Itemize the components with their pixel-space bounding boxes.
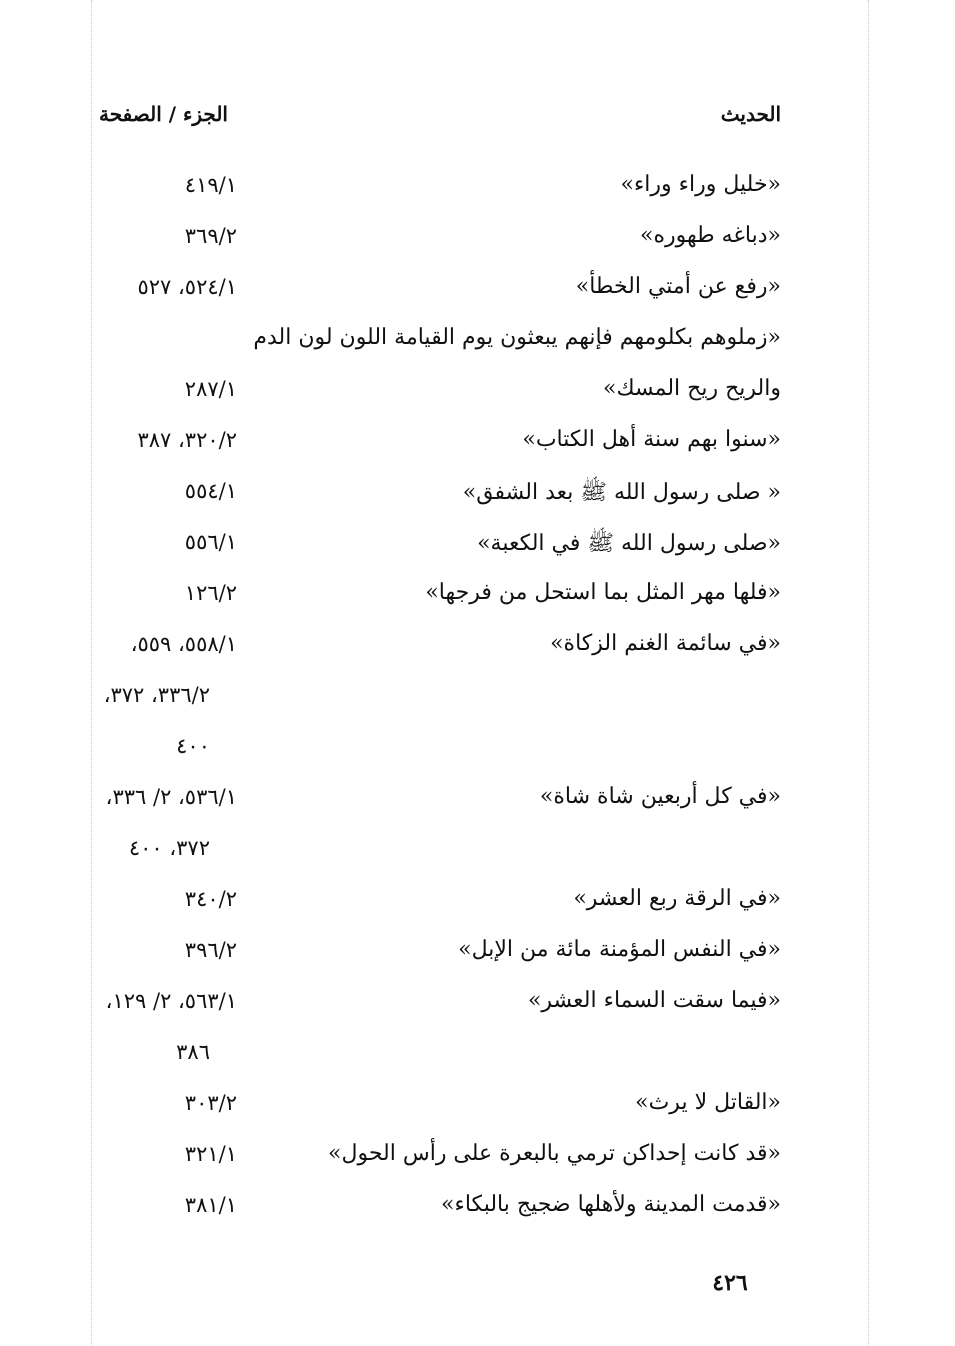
index-entry	[0, 517, 955, 568]
index-entry	[0, 160, 955, 211]
index-entry	[0, 1129, 955, 1180]
page-number: ٤٢٦	[712, 1270, 748, 1296]
index-entry	[0, 1180, 955, 1231]
hadith-text: «دباغه طهوره»	[639, 223, 781, 248]
hadith-text: «في النفس المؤمنة مائة من الإبل»	[458, 937, 781, 962]
hadith-reference: ٤٠٠	[176, 734, 210, 758]
hadith-text: «صلى رسول الله ﷺ في الكعبة»	[477, 531, 781, 556]
index-entry-continuation	[0, 721, 955, 772]
hadith-text: «رفع عن أمتي الخطأ»	[575, 274, 781, 299]
hadith-reference: ٣٨١/١	[184, 1193, 237, 1217]
hadith-text: «فلها مهر المثل بما استحل من فرجها»	[425, 580, 781, 605]
hadith-index-list	[0, 160, 955, 1231]
hadith-reference: ٣٧٢، ٤٠٠	[128, 836, 210, 860]
header-hadith-label: الحديث	[720, 102, 781, 126]
hadith-reference: ٤١٩/١	[184, 173, 237, 197]
header-volume-page-label: الجزء / الصفحة	[99, 102, 228, 126]
index-entry	[0, 874, 955, 925]
hadith-reference: ٣٦٩/٢	[184, 224, 237, 248]
index-entry-continuation	[0, 670, 955, 721]
hadith-reference: ٢٨٧/١	[184, 377, 237, 401]
hadith-text: «سنوا بهم سنة أهل الكتاب»	[522, 427, 781, 452]
hadith-text: «فيما سقت السماء العشر»	[527, 988, 781, 1013]
index-entry	[0, 415, 955, 466]
index-entry-continuation	[0, 823, 955, 874]
hadith-reference: ٣٠٣/٢	[184, 1091, 237, 1115]
index-entry	[0, 313, 955, 364]
hadith-text: «قدمت المدينة ولأهلها ضجيج بالبكاء»	[441, 1192, 781, 1217]
index-entry	[0, 466, 955, 517]
hadith-text: «قد كانت إحداكن ترمي بالبعرة على رأس الحول»	[328, 1141, 781, 1166]
hadith-text: «في سائمة الغنم الزكاة»	[550, 631, 781, 656]
hadith-reference: ٣٨٦	[176, 1040, 210, 1064]
hadith-reference: ٥٥٨/١، ٥٥٩،	[130, 632, 237, 656]
index-entry	[0, 1078, 955, 1129]
hadith-reference: ٣٤٠/٢	[184, 887, 237, 911]
index-entry	[0, 568, 955, 619]
index-header	[0, 98, 955, 134]
index-entry	[0, 364, 955, 415]
index-entry	[0, 262, 955, 313]
hadith-text: «في الرقة ربع العشر»	[573, 886, 781, 911]
index-entry-continuation	[0, 1027, 955, 1078]
index-entry	[0, 925, 955, 976]
hadith-text: والريح ريح المسك»	[603, 376, 781, 401]
hadith-reference: ٥٦٣/١، ٢/ ١٢٩،	[105, 989, 237, 1013]
hadith-reference: ٣٣٦/٢، ٣٧٢،	[103, 683, 210, 707]
index-entry	[0, 619, 955, 670]
hadith-text: «خليل وراء وراء»	[620, 172, 781, 197]
hadith-reference: ٥٥٤/١	[184, 479, 237, 503]
hadith-reference: ٣٢٠/٢، ٣٨٧	[137, 428, 237, 452]
hadith-text: «القاتل لا يرث»	[635, 1090, 781, 1115]
hadith-reference: ٥٢٤/١، ٥٢٧	[137, 275, 237, 299]
index-entry	[0, 211, 955, 262]
hadith-text: «في كل أربعين شاة شاة»	[539, 784, 781, 809]
hadith-reference: ٥٣٦/١، ٢/ ٣٣٦،	[105, 785, 237, 809]
index-entry	[0, 772, 955, 823]
hadith-reference: ٣٢١/١	[184, 1142, 237, 1166]
hadith-text: «زملوهم بكلومهم فإنهم يبعثون يوم القيامة اللون لون الدم	[253, 325, 781, 350]
hadith-reference: ٣٩٦/٢	[184, 938, 237, 962]
hadith-reference: ٥٥٦/١	[184, 530, 237, 554]
hadith-reference: ١٢٦/٢	[184, 581, 237, 605]
hadith-text: « صلى رسول الله ﷺ بعد الشفق»	[462, 480, 781, 505]
index-entry	[0, 976, 955, 1027]
